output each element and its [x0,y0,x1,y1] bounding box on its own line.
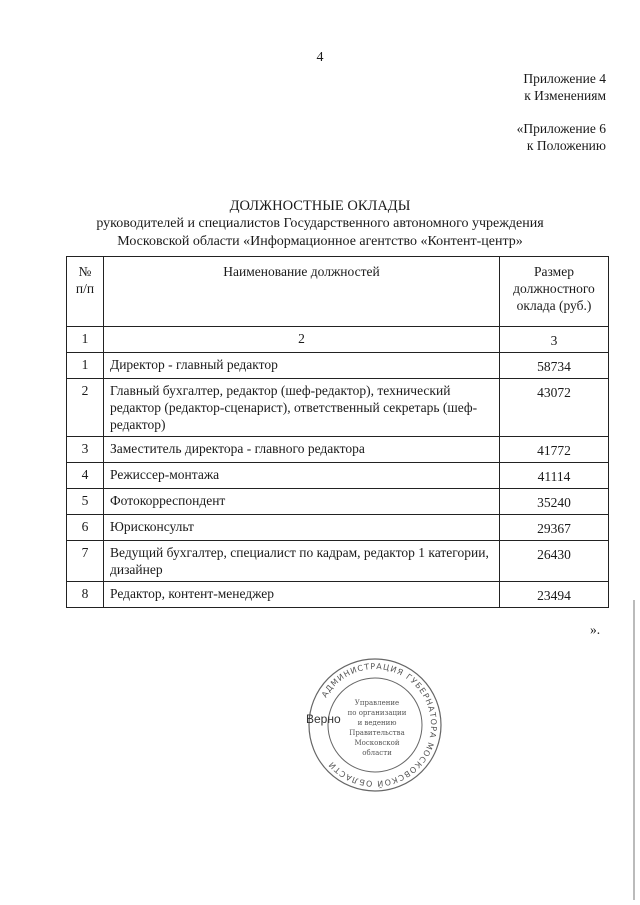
table-row [67,541,609,582]
appendix-top-line1: Приложение 4 [523,71,606,86]
svg-text:Московской: Московской [354,739,400,747]
row-position: Фотокорреспондент [104,489,500,515]
row-position: Юрисконсульт [104,515,500,541]
title-line1: ДОЛЖНОСТНЫЕ ОКЛАДЫ [229,198,411,214]
svg-text:области: области [362,749,392,757]
title-line3: Московской области «Информационное агентство «Контент-центр» [117,234,523,249]
column-number: 3 [500,327,609,353]
closing-quote: ». [590,622,601,637]
row-salary: 43072 [500,379,609,437]
document-title [0,197,640,251]
row-num: 8 [67,582,104,608]
row-position: Заместитель директора - главного редактора [104,437,500,463]
table-row [67,437,609,463]
row-position: Директор - главный редактор [104,353,500,379]
svg-text:Управление: Управление [354,699,400,707]
row-position: Режиссер-монтажа [104,463,500,489]
page-number: 4 [316,50,324,65]
table-row [67,515,609,541]
appendix-bottom-line1: «Приложение 6 [516,121,606,136]
appendix-reference-top [523,70,606,104]
row-num: 2 [67,379,104,437]
appendix-reference-bottom [517,120,606,154]
row-position: Ведущий бухгалтер, специалист по кадрам, редактор 1 категории, дизайнер [104,541,500,582]
appendix-top-line2: к Изменениям [524,88,606,103]
row-num: 7 [67,541,104,582]
row-num: 3 [67,437,104,463]
svg-text:АДМИНИСТРАЦИЯ ГУБЕРНАТОРА МОСК: АДМИНИСТРАЦИЯ ГУБЕРНАТОРА МОСКОВСКОЙ ОБЛАСТИ [319,661,439,789]
scan-edge-divider [633,600,635,900]
row-salary: 35240 [500,489,609,515]
row-salary: 26430 [500,541,609,582]
table-row [67,582,609,608]
appendix-bottom-line2: к Положению [526,138,606,153]
header-num: № п/п [67,257,104,327]
svg-text:и ведению: и ведению [357,719,397,727]
column-number-row [67,327,609,353]
row-num: 6 [67,515,104,541]
table-row [67,489,609,515]
row-num: 4 [67,463,104,489]
salary-table [66,256,609,608]
header-salary: Размер должностного оклада (руб.) [500,257,609,327]
svg-text:по организации: по организации [347,709,407,717]
svg-text:Правительства: Правительства [349,729,405,737]
column-number: 1 [67,327,104,353]
column-number: 2 [104,327,500,353]
row-num: 5 [67,489,104,515]
header-name: Наименование должностей [104,257,500,327]
table-header-row [67,257,609,327]
table-row [67,379,609,437]
table-row [67,353,609,379]
row-salary: 29367 [500,515,609,541]
row-position: Главный бухгалтер, редактор (шеф-редактор), технический редактор (редактор-сценарист), ответственный секретарь (шеф-редактор) [104,379,500,437]
row-salary: 58734 [500,353,609,379]
certified-true-label: Верно [306,712,341,726]
row-salary: 23494 [500,582,609,608]
title-line2: руководителей и специалистов Государственного автономного учреждения [96,216,544,231]
table-row [67,463,609,489]
row-num: 1 [67,353,104,379]
row-salary: 41772 [500,437,609,463]
row-salary: 41114 [500,463,609,489]
row-position: Редактор, контент-менеджер [104,582,500,608]
